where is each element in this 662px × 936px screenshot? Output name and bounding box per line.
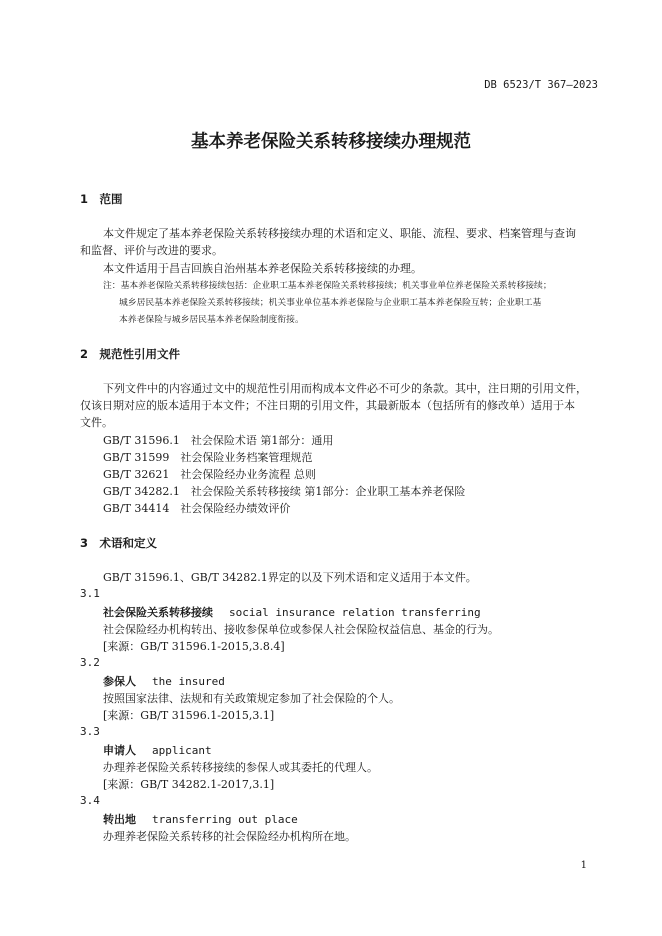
term-number: 3.1 — [80, 587, 100, 600]
term-definition: 办理养老保险关系转移的社会保险经办机构所在地。 — [103, 830, 356, 843]
reference-item: GB/T 34414 社会保险经办绩效评价 — [103, 502, 291, 515]
term-chinese: 转出地 — [103, 813, 136, 826]
term-chinese: 社会保险关系转移接续 — [103, 606, 213, 619]
term-english: applicant — [152, 744, 212, 757]
section-2-heading: 2 规范性引用文件 — [80, 347, 181, 361]
term-chinese: 申请人 — [103, 744, 136, 757]
term-number: 3.2 — [80, 656, 100, 669]
section-1-heading: 1 范围 — [80, 192, 123, 206]
term-heading — [103, 742, 212, 758]
page-number: 1 — [580, 860, 587, 871]
reference-item: GB/T 31599 社会保险业务档案管理规范 — [103, 451, 313, 464]
term-heading — [103, 811, 298, 827]
section-3-intro: GB/T 31596.1、GB/T 34282.1界定的以及下列术语和定义适用于本文件。 — [103, 571, 477, 584]
document-title: 基本养老保险关系转移接续办理规范 — [191, 132, 471, 152]
reference-item: GB/T 32621 社会保险经办业务流程 总则 — [103, 468, 316, 481]
term-number: 3.4 — [80, 794, 100, 807]
reference-item: GB/T 31596.1 社会保险术语 第1部分：通用 — [103, 434, 334, 447]
term-english: the insured — [152, 675, 225, 688]
term-source: [来源：GB/T 34282.1-2017,3.1] — [103, 778, 275, 791]
term-number: 3.3 — [80, 725, 100, 738]
document-number: DB 6523/T 367—2023 — [484, 79, 598, 91]
term-chinese: 参保人 — [103, 675, 136, 688]
term-definition: 社会保险经办机构转出、接收参保单位或参保人社会保险权益信息、基金的行为。 — [103, 623, 499, 636]
term-source: [来源：GB/T 31596.1-2015,3.8.4] — [103, 640, 285, 653]
section-1-note-line-3: 本养老保险与城乡居民基本养老保险制度衔接。 — [119, 315, 304, 325]
section-1-paragraph-1-line-2: 和监督、评价与改进的要求。 — [80, 244, 223, 257]
term-definition: 按照国家法律、法规和有关政策规定参加了社会保险的个人。 — [103, 692, 400, 705]
term-english: social insurance relation transferring — [229, 606, 481, 619]
section-1-note-line-2: 城乡居民基本养老保险关系转移接续；机关事业单位基本养老保险与企业职工基本养老保险互转；企业职工基 — [119, 298, 542, 308]
term-english: transferring out place — [152, 813, 298, 826]
reference-item: GB/T 34282.1 社会保险关系转移接续 第1部分：企业职工基本养老保险 — [103, 485, 466, 498]
section-1-note-line-1: 注：基本养老保险关系转移接续包括：企业职工基本养老保险关系转移接续；机关事业单位养老保险关系转移接续； — [103, 281, 552, 291]
term-heading — [103, 604, 481, 620]
section-2-paragraph-line-3: 文件。 — [80, 416, 113, 429]
section-2-paragraph-line-1: 下列文件中的内容通过文中的规范性引用而构成本文件必不可少的条款。其中，注日期的引用文件， — [103, 382, 587, 395]
term-definition: 办理养老保险关系转移接续的参保人或其委托的代理人。 — [103, 761, 378, 774]
section-2-paragraph-line-2: 仅该日期对应的版本适用于本文件；不注日期的引用文件，其最新版本（包括所有的修改单）适用于本 — [80, 399, 575, 412]
section-1-paragraph-2: 本文件适用于昌吉回族自治州基本养老保险关系转移接续的办理。 — [103, 262, 422, 275]
section-1-paragraph-1-line-1: 本文件规定了基本养老保险关系转移接续办理的术语和定义、职能、流程、要求、档案管理与查询 — [103, 227, 576, 240]
term-source: [来源：GB/T 31596.1-2015,3.1] — [103, 709, 275, 722]
term-heading — [103, 673, 225, 689]
section-3-heading: 3 术语和定义 — [80, 536, 158, 550]
